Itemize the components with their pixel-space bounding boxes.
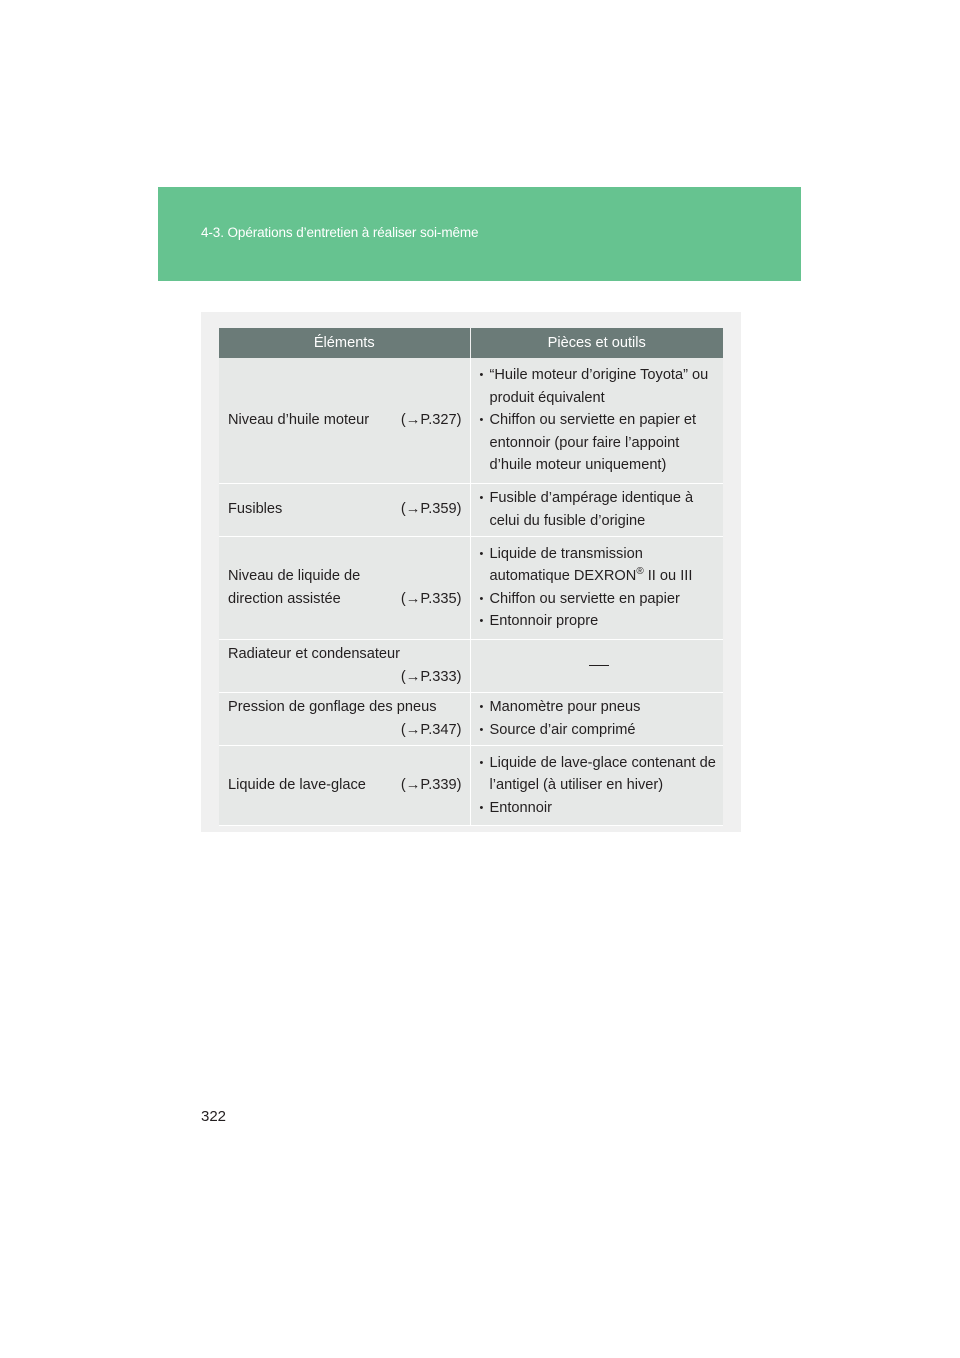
column-header-items: Éléments (219, 328, 470, 358)
tools-cell (470, 745, 723, 826)
tools-cell (470, 536, 723, 639)
table-row (219, 639, 723, 692)
no-tools-dash (480, 656, 720, 676)
tools-cell (470, 692, 723, 745)
item-label: Radiateur et condensateur (228, 646, 400, 662)
item-label: Pression de gonflage des pneus (228, 699, 437, 715)
tool-item-suffix: II ou III (643, 568, 693, 584)
item-label: Fusibles (228, 501, 283, 518)
registered-mark: ® (636, 566, 644, 578)
page-number: 322 (201, 1108, 227, 1125)
item-cell (219, 358, 470, 483)
tools-cell (470, 639, 723, 692)
item-label: Niveau d’huile moteur (228, 412, 370, 428)
tool-item: • Chiffon ou serviette en papier (480, 588, 720, 611)
table-row (219, 536, 723, 639)
section-title: 4-3. Opérations d’entretien à réaliser soi-même (201, 225, 479, 240)
page-reference: (→P.359) (400, 501, 462, 518)
tool-item: • Fusible d’ampérage identique à celui du fusible d’origine (480, 487, 720, 532)
tools-cell (470, 358, 723, 483)
tools-cell (470, 483, 723, 536)
maintenance-items-table (219, 328, 723, 826)
maintenance-table-panel (201, 312, 741, 832)
tool-item: • Entonnoir (480, 797, 720, 820)
tool-item (480, 543, 720, 588)
page-reference: (→P.335) (400, 590, 462, 607)
tool-item: • Liquide de lave-glace contenant de l’antigel (à utiliser en hiver) (480, 752, 720, 797)
table-row (219, 692, 723, 745)
page-reference: (→P.339) (400, 777, 462, 793)
page-reference: (→P.347) (400, 721, 462, 738)
section-header-band (158, 187, 801, 281)
tool-item-text: Liquide de transmission automatique DEXRON (489, 545, 643, 584)
table-row (219, 358, 723, 483)
tool-item: • “Huile moteur d’origine Toyota” ou produit équivalent (480, 364, 720, 409)
item-label: Niveau de liquide de direction assistée (228, 568, 361, 607)
table-row (219, 745, 723, 826)
tool-item: • Chiffon ou serviette en papier et entonnoir (pour faire l’appoint d’huile moteur uniquement) (480, 409, 720, 477)
tool-item: • Manomètre pour pneus (480, 696, 720, 719)
column-header-tools: Pièces et outils (470, 328, 723, 358)
tool-item: • Source d’air comprimé (480, 719, 720, 742)
table-row (219, 483, 723, 536)
item-label: Liquide de lave-glace (228, 777, 366, 793)
page-reference: (→P.333) (400, 668, 462, 685)
item-cell (219, 483, 470, 536)
item-cell (219, 745, 470, 826)
item-cell (219, 536, 470, 639)
tool-item: • Entonnoir propre (480, 610, 720, 633)
item-cell (219, 692, 470, 745)
item-cell (219, 639, 470, 692)
table-header-row (219, 328, 723, 358)
page-reference: (→P.327) (400, 412, 462, 428)
